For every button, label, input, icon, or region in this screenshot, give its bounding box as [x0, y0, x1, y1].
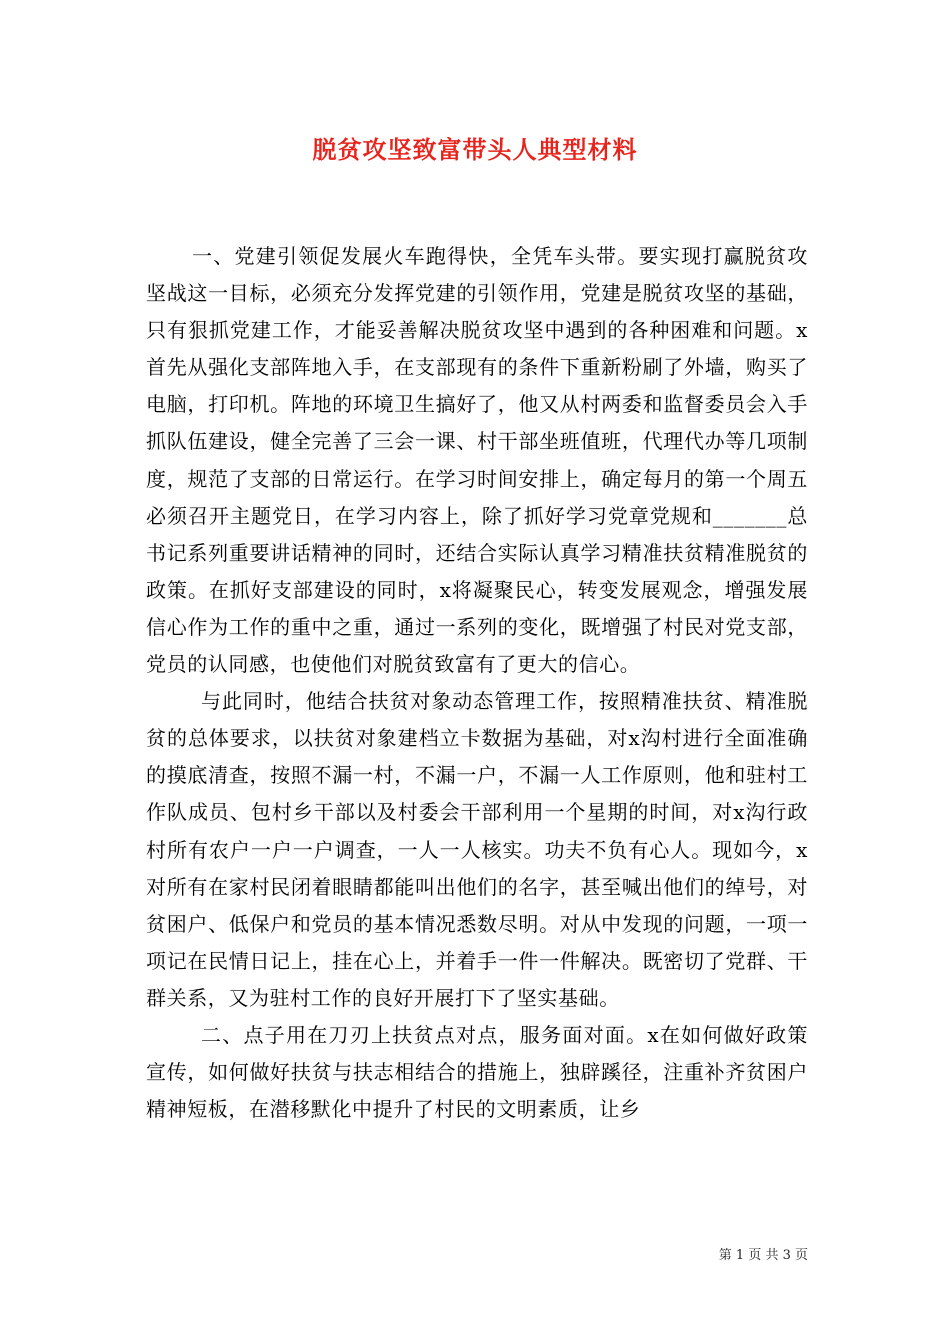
document-body: [146, 238, 808, 1128]
document-title: 脱贫攻坚致富带头人典型材料: [312, 135, 638, 164]
paragraph-party-building: 一、党建引领促发展火车跑得快，全凭车头带。要实现打赢脱贫攻坚战这一目标，必须充分发挥党建的引领作用，党建是脱贫攻坚的基础，只有狠抓党建工作，才能妥善解决脱贫攻坚中遇到的各种困难和问题。x首先从强化支部阵地入手，在支部现有的条件下重新粉刷了外墙，购买了电脑，打印机。阵地的环境卫生搞好了，他又从村两委和监督委员会入手抓队伍建设，健全完善了三会一课、村干部坐班值班，代理代办等几项制度，规范了支部的日常运行。在学习时间安排上，确定每月的第一个周五必须召开主题党日，在学习内容上，除了抓好学习党章党规和_______总书记系列重要讲话精神的同时，还结合实际认真学习精准扶贫精准脱贫的政策。在抓好支部建设的同时，x将凝聚民心，转变发展观念，增强发展信心作为工作的重中之重，通过一系列的变化，既增强了村民对党支部，党员的认同感，也使他们对脱贫致富有了更大的信心。: [146, 244, 808, 677]
paragraph-ideas: 二、点子用在刀刃上扶贫点对点，服务面对面。x在如何做好政策宣传，如何做好扶贫与扶志相结合的措施上，独辟蹊径，注重补齐贫困户精神短板，在潜移默化中提升了村民的文明素质，让乡: [146, 1022, 808, 1122]
page-indicator: 第 1 页 共 3 页: [718, 1248, 808, 1263]
paragraph-poverty-targeting: 与此同时，他结合扶贫对象动态管理工作，按照精准扶贫、精准脱贫的总体要求，以扶贫对象建档立卡数据为基础，对x沟村进行全面准确的摸底清查，按照不漏一村，不漏一户，不漏一人工作原则，他和驻村工作队成员、包村乡干部以及村委会干部利用一个星期的时间，对x沟行政村所有农户一户一户调查，一人一人核实。功夫不负有心人。现如今，x对所有在家村民闭着眼睛都能叫出他们的名字，甚至喊出他们的绰号，对贫困户、低保户和党员的基本情况悉数尽明。对从中发现的问题，一项一项记在民情日记上，挂在心上，并着手一件一件解决。既密切了党群、干群关系，又为驻村工作的良好开展打下了坚实基础。: [146, 689, 808, 1010]
